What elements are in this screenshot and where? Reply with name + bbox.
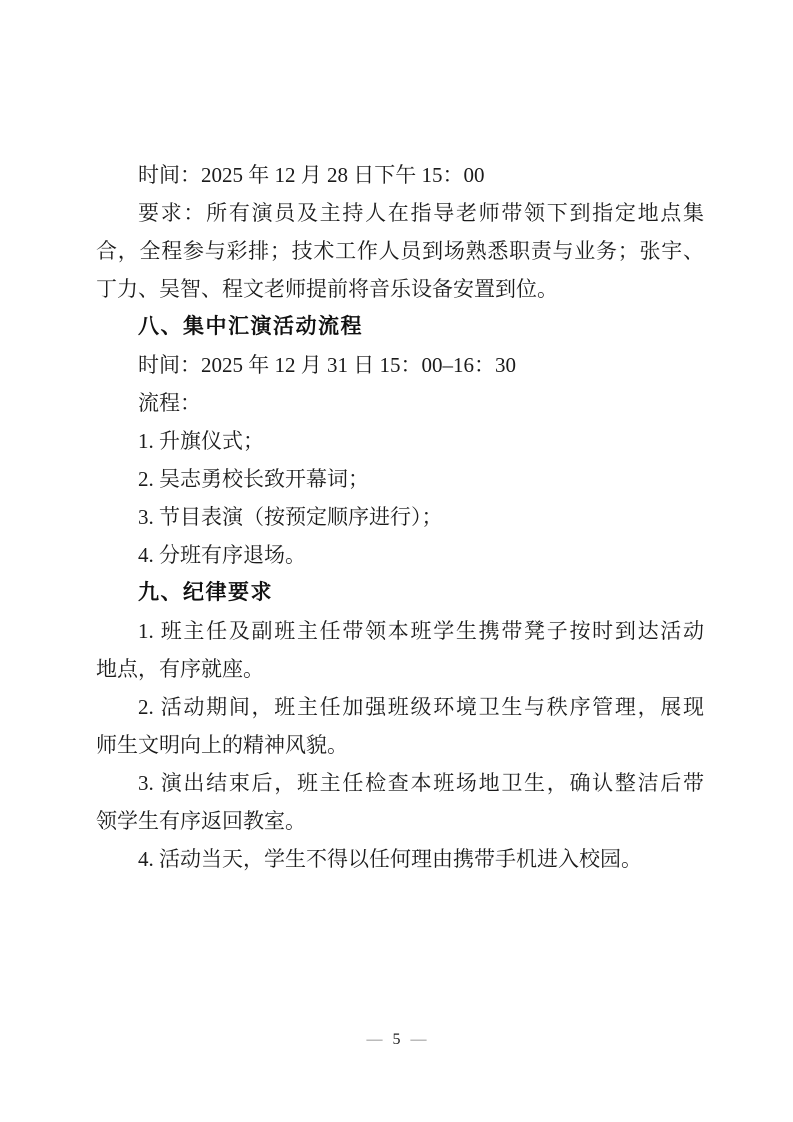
footer-dash-right: — <box>410 1031 427 1048</box>
discipline-item-1-line-1: 1. 班主任及副班主任带领本班学生携带凳子按时到达活动 <box>138 619 704 643</box>
process-label-line: 流程： <box>138 391 201 415</box>
process-item-3: 3. 节目表演（按预定顺序进行）； <box>138 505 443 529</box>
discipline-item-2-line-1: 2. 活动期间，班主任加强班级环境卫生与秩序管理，展现 <box>138 695 704 719</box>
requirements-line-2: 合，全程参与彩排；技术工作人员到场熟悉职责与业务；张宇、 <box>96 239 704 263</box>
discipline-item-4: 4. 活动当天，学生不得以任何理由携带手机进入校园。 <box>138 847 642 871</box>
process-item-2: 2. 吴志勇校长致开幕词； <box>138 467 369 491</box>
discipline-item-1-line-2: 地点，有序就座。 <box>96 657 264 681</box>
requirements-line-3: 丁力、吴智、程文老师提前将音乐设备安置到位。 <box>96 277 558 301</box>
discipline-item-2-line-2: 师生文明向上的精神风貌。 <box>96 733 348 757</box>
showcase-time-line: 时间：2025 年 12 月 31 日 15：00–16：30 <box>138 353 516 377</box>
process-item-4: 4. 分班有序退场。 <box>138 543 306 567</box>
discipline-item-3-line-1: 3. 演出结束后，班主任检查本班场地卫生，确认整洁后带 <box>138 771 704 795</box>
requirements-line-1: 要求：所有演员及主持人在指导老师带领下到指定地点集 <box>138 201 704 225</box>
page-number: 5 <box>392 1031 401 1048</box>
page-footer <box>0 1030 793 1050</box>
process-item-1: 1. 升旗仪式； <box>138 429 264 453</box>
section-8-heading: 八、集中汇演活动流程 <box>138 315 363 338</box>
discipline-item-3-line-2: 领学生有序返回教室。 <box>96 809 306 833</box>
footer-dash-left: — <box>366 1031 383 1048</box>
rehearsal-time-line: 时间：2025 年 12 月 28 日下午 15：00 <box>138 163 485 187</box>
document-body <box>96 156 704 878</box>
section-9-heading: 九、纪律要求 <box>138 581 273 604</box>
